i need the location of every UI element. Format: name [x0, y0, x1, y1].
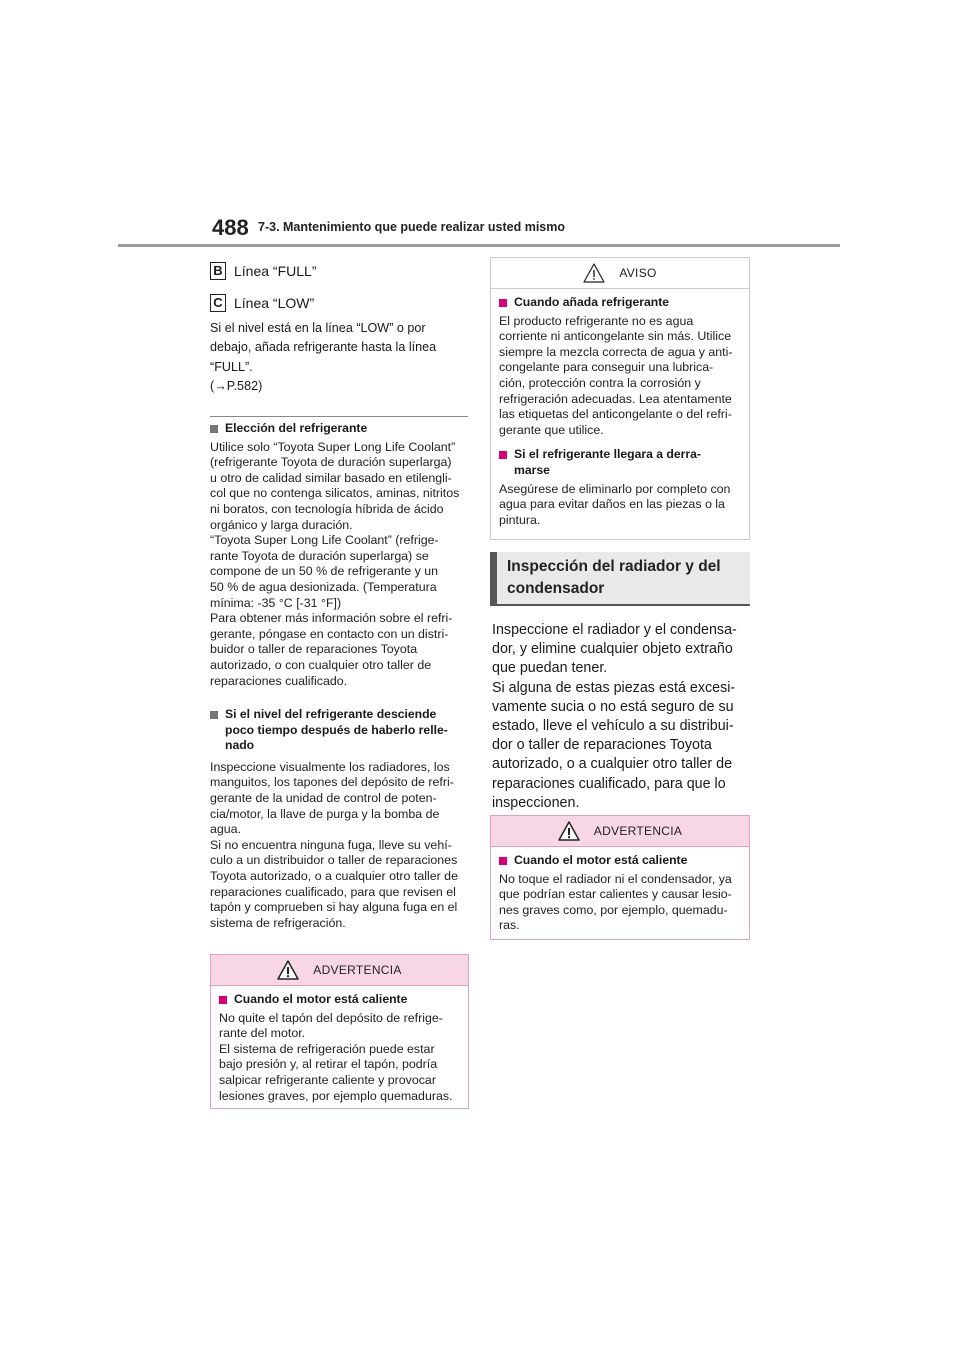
section-heading	[210, 421, 472, 437]
warning-heading-text: Cuando el motor está caliente	[514, 853, 688, 867]
caution-triangle-icon	[583, 263, 605, 283]
bullet-square-icon	[210, 425, 218, 433]
bullet-square-icon	[499, 857, 507, 865]
notice-heading	[499, 447, 739, 478]
section-body: Utilice solo “Toyota Super Long Life Coolant” (refrigerante Toyota de duración superlarga) u otro de calidad similar basado en etilengli- col que no contenga silicatos, aminas, nitritos ni boratos, con tecnología híbrida de ácido orgánico y larga duración. “Toyota Super Long Life Coolant” (refrige- rante Toyota de duración superlarga) se compone de un 50 % de refrigerante y un 50 % de agua desionizada. (Temperatura mínima: -35 °C [-31 °F]) Para obtener más información sobre el refri- gerante, póngase en contacto con un distri- buidor o taller de reparaciones Toyota autorizado, o con cualquier otro taller de reparaciones cualificado.	[210, 439, 460, 688]
warning-heading	[499, 853, 739, 869]
key-c-row	[210, 294, 314, 312]
warning-title: ADVERTENCIA	[313, 963, 402, 977]
bullet-square-icon	[210, 711, 218, 719]
notice-box-content	[491, 289, 749, 528]
notice-box-header	[491, 258, 749, 289]
bullet-square-icon	[219, 996, 227, 1004]
section-heading-text: Si el nivel del refrigerante desciende poco tiempo después de haberlo relle- nado	[225, 707, 448, 753]
radiator-heading: Inspección del radiador y del condensador	[490, 552, 750, 606]
page-number: 488	[212, 215, 249, 240]
warning-box-header	[491, 816, 749, 847]
key-b-row	[210, 262, 316, 280]
warning-box-right	[490, 815, 750, 940]
warning-triangle-icon	[277, 960, 299, 980]
warning-heading	[219, 992, 458, 1008]
warning-box-content	[211, 986, 468, 1104]
heading-underline	[490, 604, 750, 606]
section-title: 7-3. Mantenimiento que puede realizar usted mismo	[258, 220, 566, 234]
notice-body: Asegúrese de eliminarlo por completo con agua para evitar daños en las piezas o la pintura.	[499, 481, 731, 527]
section-heading	[210, 707, 472, 754]
notice-heading-text: Cuando añada refrigerante	[514, 295, 670, 309]
warning-box-left	[210, 954, 469, 1109]
bullet-square-icon	[499, 299, 507, 307]
radiator-paragraph: Inspeccione el radiador y el condensa- dor, y elimine cualquier objeto extraño que puedan tener. Si alguna de estas piezas está excesi- vamente sucia o no está seguro de su estado, lleve el vehículo a su distribui- dor o taller de reparaciones Toyota autorizado, o a cualquier otro taller de reparaciones cualificado, para que lo inspeccionen.	[492, 622, 737, 811]
warning-title: ADVERTENCIA	[593, 824, 683, 838]
warning-heading-text: Cuando el motor está caliente	[234, 992, 408, 1006]
bullet-square-icon	[499, 451, 507, 459]
notice-heading	[499, 295, 739, 311]
notice-box	[490, 257, 750, 540]
notice-body: El producto refrigerante no es agua corriente ni anticongelante sin más. Utilice siempre la mezcla correcta de agua y anti- congelante para conseguir una lubrica- ción, protección contra la corrosión y refrigeración adecuadas. Lea atentamente las etiquetas del anticongelante o del refri- gerante que utilice.	[499, 313, 733, 437]
warning-box-header	[211, 955, 468, 986]
section-refrigerant-choice	[210, 421, 472, 689]
intro-text: Si el nivel está en la línea “LOW” o por debajo, añada refrigerante hasta la línea “FULL”. (→P.582)	[210, 321, 437, 393]
notice-heading-text: Si el refrigerante llegara a derra- marse	[514, 447, 701, 477]
warning-body: No toque el radiador ni el condensador, ya que podrían estar calientes y causar lesio- nes graves como, por ejemplo, quemadu- ras.	[499, 871, 732, 933]
warning-box-content	[491, 847, 749, 934]
separator-rule	[210, 416, 468, 417]
key-b-box: B	[210, 262, 226, 280]
header-rule	[118, 244, 840, 247]
warning-triangle-icon	[558, 821, 580, 841]
warning-body: No quite el tapón del depósito de refrige- rante del motor. El sistema de refrigeración puede estar bajo presión y, al retirar el tapón, podría salpicar refrigerante caliente y provocar lesiones graves, por ejemplo quemaduras.	[219, 1010, 453, 1103]
key-c-label: Línea “LOW”	[234, 295, 315, 311]
notice-title: AVISO	[619, 266, 657, 280]
key-c-box: C	[210, 294, 226, 312]
section-body: Inspeccione visualmente los radiadores, los manguitos, los tapones del depósito de refri- gerante de la unidad de control de poten- cia/motor, la llave de purga y la bomba de agua. Si no encuentra ninguna fuga, lleve su vehí- culo a un distribuidor o taller de reparaciones Toyota autorizado, o a cualquier otro taller de reparaciones cualificado, para que revisen el tapón y comprueben si hay alguna fuga en el sistema de refrigeración.	[210, 759, 458, 930]
section-level-drop	[210, 707, 472, 931]
section-heading-text: Elección del refrigerante	[225, 421, 368, 435]
key-b-label: Línea “FULL”	[234, 263, 317, 279]
